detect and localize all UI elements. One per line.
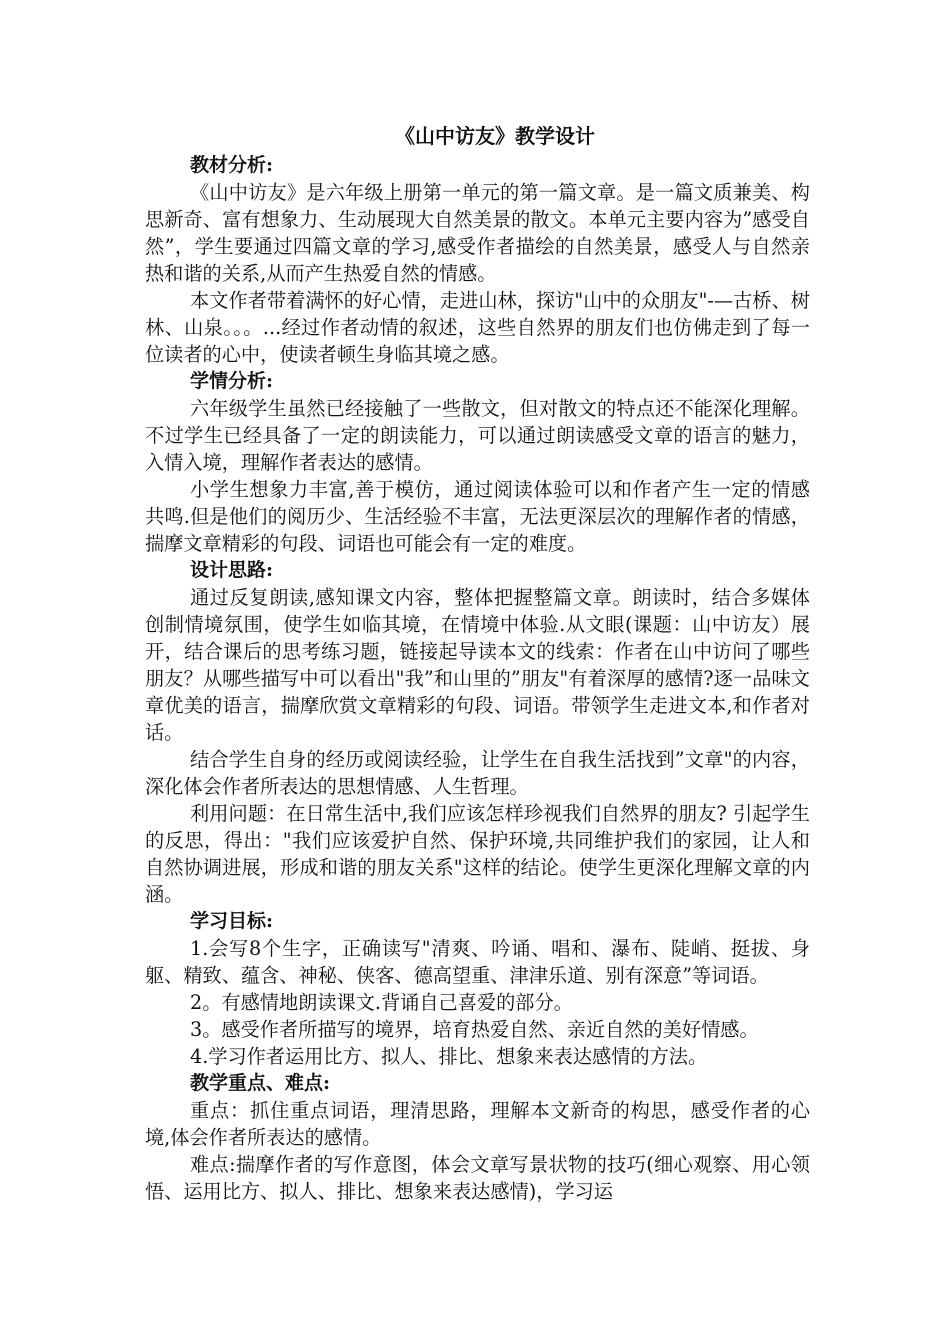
- paragraph: 难点:揣摩作者的写作意图，体会文章写景状物的技巧(细心观察、用心领悟、运用比方、拟人、排比、想象来表达感情)，学习运: [145, 1153, 810, 1203]
- document-title: 《山中访友》教学设计: [395, 124, 595, 148]
- paragraph: 4.学习作者运用比方、拟人、排比、想象来表达感情的方法。: [190, 1045, 708, 1068]
- section-heading-textbook-analysis: 教材分析:: [190, 154, 274, 176]
- section-heading-student-analysis: 学情分析:: [190, 370, 274, 392]
- document-page: [145, 120, 810, 1205]
- paragraph: 利用问题：在日常生活中,我们应该怎样珍视我们自然界的朋友? 引起学生的反思，得出："我们应该爱护自然、保护环境,共同维护我们的家园，让人和自然协调进展，形成和谐的朋友关系"这样的结论。使学生更深化理解文章的内涵。: [145, 802, 810, 906]
- paragraph: 3。感受作者所描写的境界，培育热爱自然、亲近自然的美好情感。: [190, 1018, 759, 1041]
- paragraph: 本文作者带着满怀的好心情，走进山林，探访"山中的众朋友"-—古桥、树林、山泉。。。...经过作者动情的叙述，这些自然界的朋友们也仿佛走到了每一位读者的心中，使读者顿生身临其境之感。: [145, 289, 810, 366]
- section-heading-learning-goals: 学习目标:: [190, 910, 274, 932]
- paragraph: 重点：抓住重点词语，理清思路，理解本文新奇的构思，感受作者的心境,体会作者所表达的感情。: [145, 1099, 810, 1149]
- paragraph: 六年级学生虽然已经接触了一些散文，但对散文的特点还不能深化理解。不过学生已经具备了一定的朗读能力，可以通过朗读感受文章的语言的魅力，入情入境，理解作者表达的感情。: [145, 397, 810, 474]
- paragraph: 结合学生自身的经历或阅读经验，让学生在自我生活找到”文章"的内容，深化体会作者所表达的思想情感、人生哲理。: [145, 748, 810, 798]
- section-heading-design-ideas: 设计思路:: [190, 559, 274, 581]
- paragraph: 通过反复朗读,感知课文内容，整体把握整篇文章。朗读时，结合多媒体创制情境氛围，使学生如临其境，在情境中体验.从文眼(课题：山中访友）展开，结合课后的思考练习题，链接起导读本文的线索：作者在山中访问了哪些朋友？从哪些描写中可以看出"我”和山里的”朋友"有着深厚的感情?逐一品味文章优美的语言，揣摩欣赏文章精彩的句段、词语。带领学生走进文本,和作者对话。: [145, 586, 810, 744]
- paragraph: 2。有感情地朗读课文.背诵自己喜爱的部分。: [190, 991, 573, 1014]
- section-heading-key-difficult-points: 教学重点、难点:: [190, 1072, 331, 1094]
- paragraph: 小学生想象力丰富,善于模仿，通过阅读体验可以和作者产生一定的情感共鸣.但是他们的阅历少、生活经验不丰富，无法更深层次的理解作者的情感，揣摩文章精彩的句段、词语也可能会有一定的难度。: [145, 478, 810, 555]
- paragraph: 《山中访友》是六年级上册第一单元的第一篇文章。是一篇文质兼美、构思新奇、富有想象力、生动展现大自然美景的散文。本单元主要内容为”感受自然”，学生要通过四篇文章的学习,感受作者描绘的自然美景，感受人与自然亲热和谐的关系,从而产生热爱自然的情感。: [145, 181, 810, 285]
- paragraph: 1.会写8个生字，正确读写"清爽、吟诵、唱和、瀑布、陡峭、挺拔、身躯、精致、蕴含、神秘、侠客、德高望重、津津乐道、别有深意”等词语。: [145, 937, 810, 987]
